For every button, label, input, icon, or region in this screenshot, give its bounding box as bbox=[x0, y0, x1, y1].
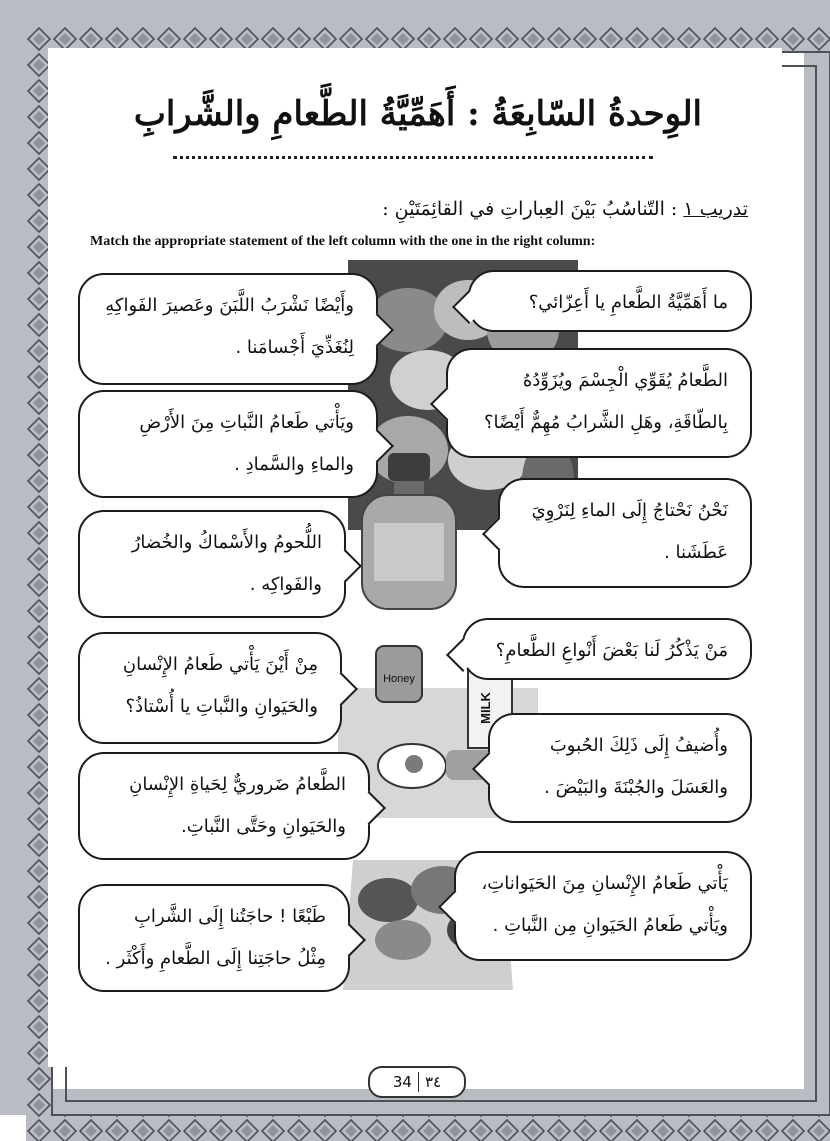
left-statement-5 bbox=[78, 752, 370, 860]
right-statement-6 bbox=[454, 851, 752, 961]
exercise-heading bbox=[382, 198, 748, 220]
right-statement-4-text: مَنْ يَذْكُرُ لَنا بَعْضَ أَنْواعِ الطَّعامِ؟ bbox=[495, 640, 728, 661]
left-statement-3 bbox=[78, 510, 346, 618]
right-statement-2 bbox=[446, 348, 752, 458]
left-statement-6-text: طَبْعًا ! حاجَتُنا إِلَى الشَّرابِ مِثْلُ حاجَتِنا إِلَى الطَّعامِ وأَكْثَر . bbox=[105, 906, 326, 969]
exercise-text: : التّناسُبُ بَيْنَ العِباراتِ في القائِمَتَيْنِ : bbox=[382, 198, 678, 220]
page-number-latin: 34 bbox=[392, 1073, 412, 1091]
page-content bbox=[48, 48, 782, 1091]
right-statement-6-text: يَأْتي طَعامُ الإِنْسانِ مِنَ الحَيَواناتِ، ويَأْتي طَعامُ الحَيَوانِ مِن النَّباتِ . bbox=[481, 873, 728, 936]
left-statement-1-text: وأَيْضًا نَشْرَبُ اللَّبَنَ وعَصيرَ الفَواكِهِ لِنُغَذِّيَ أَجْسامَنا . bbox=[105, 295, 354, 358]
page-number-divider bbox=[418, 1072, 419, 1092]
left-statement-3-text: اللُّحومُ والأَسْماكُ والخُضارُ والفَواكِه . bbox=[131, 532, 322, 595]
left-statement-4-text: مِنْ أَيْنَ يَأْتي طَعامُ الإِنْسانِ والحَيَوانِ والنَّباتِ يا أُسْتاذُ؟ bbox=[122, 654, 318, 717]
instruction-text: Match the appropriate statement of the left column with the one in the right column: bbox=[90, 234, 596, 249]
right-statement-1 bbox=[468, 270, 752, 332]
right-statement-1-text: ما أَهَمِّيَّةُ الطَّعامِ يا أَعِزّائي؟ bbox=[528, 292, 728, 313]
left-statement-2 bbox=[78, 390, 378, 498]
page-number-arabic: ٣٤ bbox=[424, 1073, 442, 1091]
right-statement-4 bbox=[462, 618, 752, 680]
milk-label: MILK bbox=[478, 692, 493, 724]
right-statement-3 bbox=[498, 478, 752, 588]
honey-label: Honey bbox=[383, 673, 415, 685]
left-statement-4 bbox=[78, 632, 342, 744]
title-dotted-line bbox=[173, 156, 653, 159]
left-statement-6 bbox=[78, 884, 350, 992]
right-statement-2-text: الطَّعامُ يُقَوِّي الْجِسْمَ ويُزَوِّدُهُ بِالطّاقَةِ، وهَلِ الشَّرابُ مُهِمٌّ أَيْضًا؟ bbox=[484, 370, 728, 433]
left-statement-2-text: ويَأْتي طَعامُ النَّباتِ مِنَ الأَرْضِ والماءِ والسَّمادِ . bbox=[139, 412, 354, 475]
right-statement-3-text: نَحْنُ نَحْتاجُ إِلَى الماءِ لِنَرْوِيَ عَطَشَنا . bbox=[531, 500, 728, 563]
left-statement-1 bbox=[78, 273, 378, 385]
page-number bbox=[368, 1066, 466, 1098]
exercise-label: تدريب ١ bbox=[683, 198, 748, 220]
left-statement-5-text: الطَّعامُ ضَروريٌّ لِحَياةِ الإِنْسانِ والحَيَوانِ وحَتَّى النَّباتِ. bbox=[129, 774, 346, 837]
right-statement-5 bbox=[488, 713, 752, 823]
unit-title: الوِحدةُ السّابِعَةُ : أَهَمِّيَّةُ الطَّعامِ والشَّرابِ bbox=[133, 94, 702, 134]
right-statement-5-text: وأُضيفُ إِلَى ذَلِكَ الحُبوبَ والعَسَلَ والجُبْنَةَ والبَيْضَ . bbox=[544, 735, 728, 798]
